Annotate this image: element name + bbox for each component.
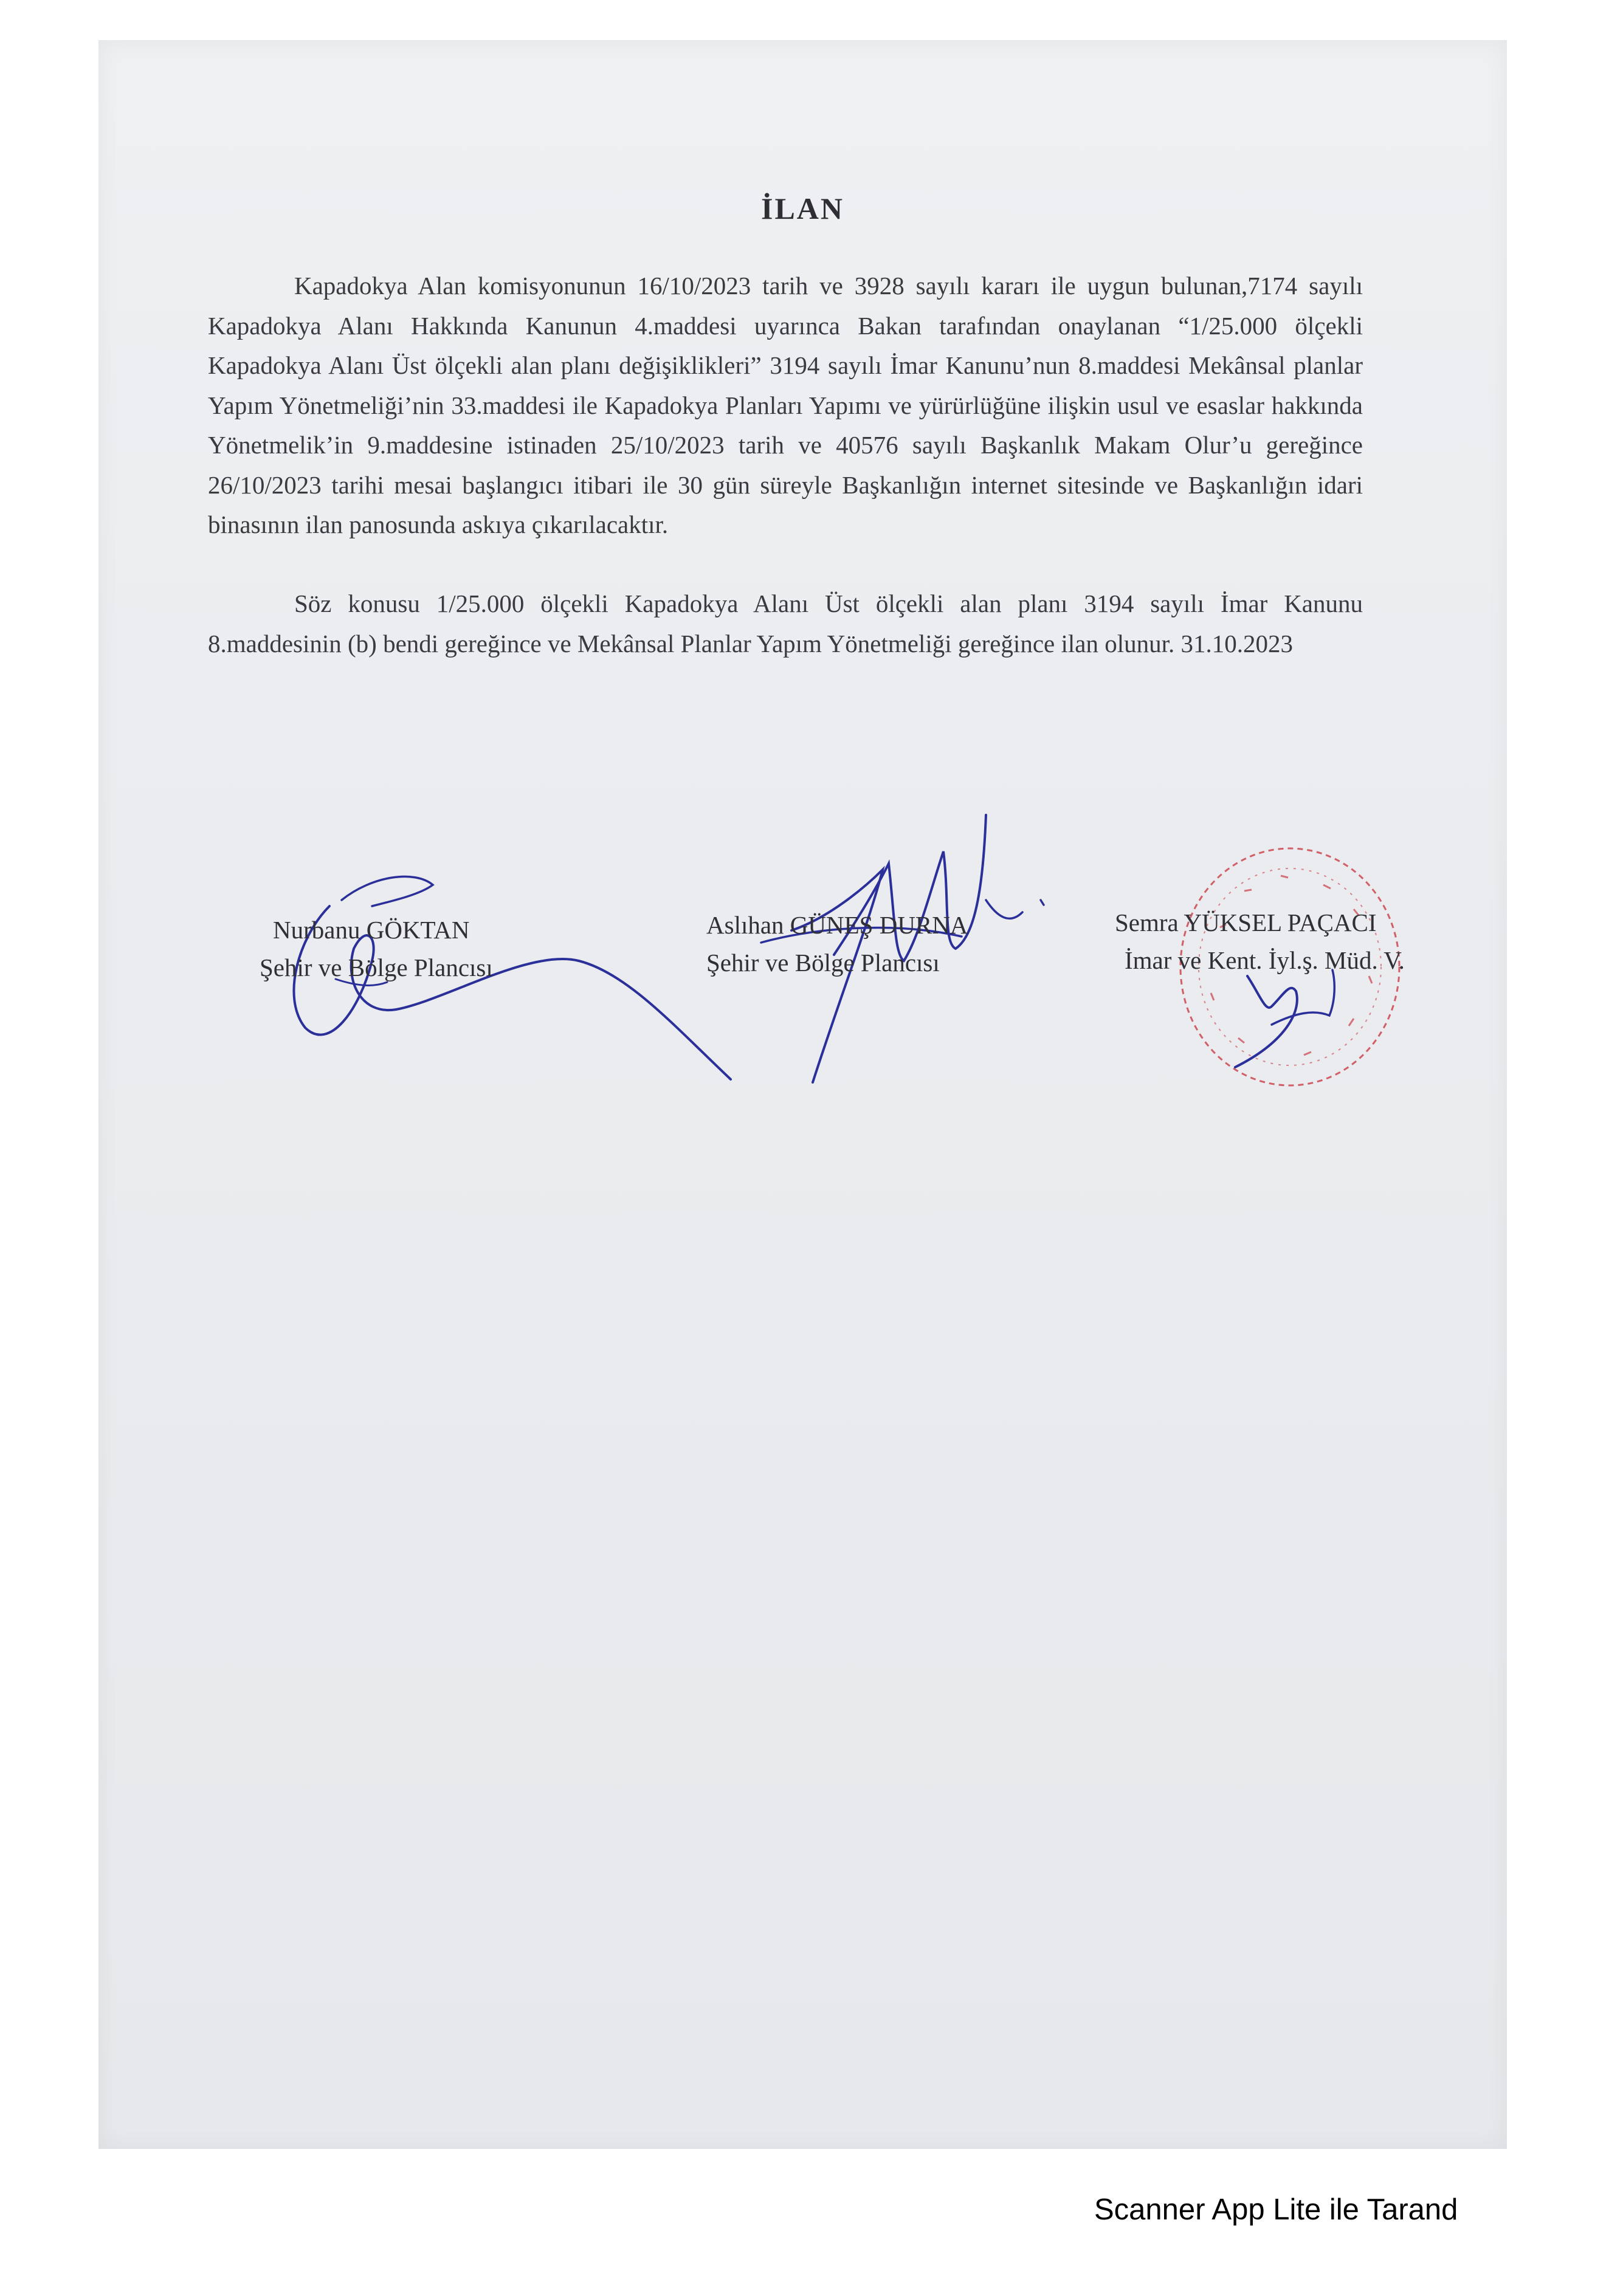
scanned-page [98,40,1507,2149]
signatory-3-title: İmar ve Kent. İyl.ş. Müd. V. [1125,946,1405,974]
paragraph-conclusion: Söz konusu 1/25.000 ölçekli Kapadokya Alanı Üst ölçekli alan planı 3194 sayılı İmar Kanunu 8.maddesinin (b) bendi gereğince ve Mekânsal Planlar Yapım Yönetmeliği gereğince ilan olunur. 31.10.2023 [208,589,1363,658]
paragraph-announcement: Kapadokya Alan komisyonunun 16/10/2023 tarih ve 3928 sayılı kararı ile uygun bulunan,7174 sayılı Kapadokya Alanı Hakkında Kanunun 4.maddesi uyarınca Bakan tarafından onaylanan “1/25.000 ölçekli Kapadokya Alanı Üst ölçekli alan planı değişiklikleri” 3194 sayılı İmar Kanunu’nun 8.maddesi Mekânsal planlar Yapım Yönetmeliği’nin 33.maddesi ile Kapadokya Planları Yapımı ve yürürlüğüne ilişkin usul ve esaslar hakkında Yönetmelik’in 9.maddesine istinaden 25/10/2023 tarih ve 40576 sayılı Başkanlık Makam Olur’u gereğince 26/10/2023 tarihi mesai başlangıcı itibari ile 30 gün süreyle Başkanlığın internet sitesinde ve Başkanlığın idari binasının ilan panosunda askıya çıkarılacaktır. [208,272,1363,538]
signatory-1-title: Şehir ve Bölge Plancısı [260,954,493,981]
signatory-3-name: Semra YÜKSEL PAÇACI [1115,909,1377,937]
signatory-1-name: Nurbanu GÖKTAN [273,916,470,944]
signatory-2-title: Şehir ve Bölge Plancısı [706,949,940,977]
signatory-2-name: Aslıhan GÜNEŞ DURNA [706,911,968,939]
document-title: İLAN [760,191,845,225]
scanner-watermark: Scanner App Lite ile Tarand [1094,2193,1458,2226]
signature-2 [743,797,1083,1095]
